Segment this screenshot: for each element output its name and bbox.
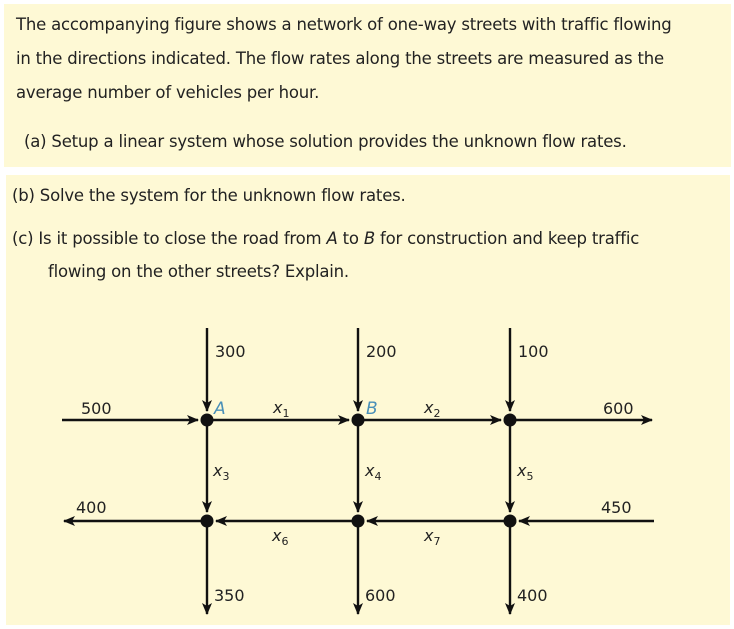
flow-label-bottom-out-1: 350 xyxy=(214,586,245,605)
question-b: (b) Solve the system for the unknown flow rates. xyxy=(12,186,406,205)
intro-line-3: average number of vehicles per hour. xyxy=(16,83,320,102)
node-top-right xyxy=(504,414,517,427)
flow-label-bottom-out-3: 400 xyxy=(517,586,548,605)
node-a xyxy=(201,414,214,427)
flow-label-right-in-bottom: 450 xyxy=(601,498,632,517)
intro-line-2: in the directions indicated. The flow rates along the streets are measured as the xyxy=(16,49,664,68)
unknown-label-x1: $x_1$ xyxy=(273,398,290,420)
flow-label-top-in-2: 200 xyxy=(366,342,397,361)
question-c-line-2: flowing on the other streets? Explain. xyxy=(48,262,349,281)
node-bottom-left xyxy=(201,515,214,528)
flow-label-bottom-out-2: 600 xyxy=(365,586,396,605)
flow-label-left-out-bottom: 400 xyxy=(76,498,107,517)
unknown-label-x5: $x_5$ xyxy=(517,461,534,483)
flow-label-top-in-3: 100 xyxy=(518,342,549,361)
flow-label-right-out-top: 600 xyxy=(603,399,634,418)
unknown-label-x3: $x_3$ xyxy=(213,461,230,483)
unknown-label-x4: $x_4$ xyxy=(365,461,382,483)
flow-label-top-in-1: 300 xyxy=(215,342,246,361)
node-label-a: A xyxy=(214,399,226,419)
unknown-label-x2: $x_2$ xyxy=(424,398,441,420)
unknown-label-x6: $x_6$ xyxy=(272,526,289,548)
intro-line-1: The accompanying figure shows a network of one-way streets with traffic flowing xyxy=(16,15,672,34)
unknown-label-x7: $x_7$ xyxy=(424,526,441,548)
question-c-line-1: (c) Is it possible to close the road from A to B for construction and keep traffic xyxy=(12,229,640,248)
flow-label-left-in-top: 500 xyxy=(81,399,112,418)
node-bottom-middle xyxy=(352,515,365,528)
node-b xyxy=(352,414,365,427)
node-bottom-right xyxy=(504,515,517,528)
node-ref-b: B xyxy=(363,229,375,248)
node-ref-a: A xyxy=(326,229,338,248)
question-a: (a) Setup a linear system whose solution provides the unknown flow rates. xyxy=(24,132,627,151)
node-label-b: B xyxy=(366,399,378,419)
